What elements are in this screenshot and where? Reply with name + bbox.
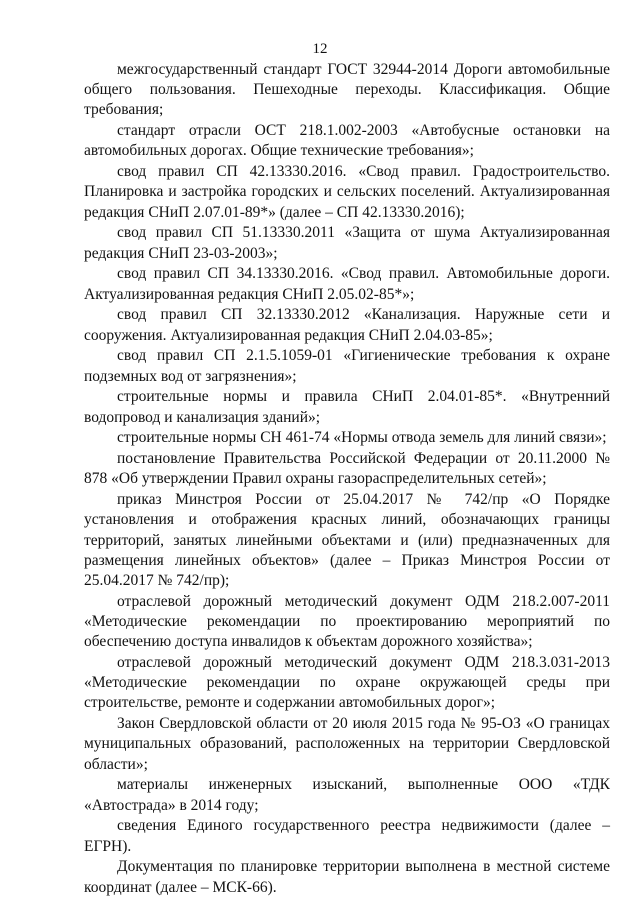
paragraph-odm-218-2: отраслевой дорожный методический документ ОДМ 218.2.007-2011 «Методические рекомендации по проектированию мероприятий по обеспечению доступа инвалидов к объектам дорожного хозяйства»; — [84, 592, 610, 651]
paragraph-snip-2-04-01: строительные нормы и правила СНиП 2.04.01-85*. «Внутренний водопровод и канализация зданий»; — [84, 388, 610, 426]
paragraph-sp-32: свод правил СП 32.13330.2012 «Канализация. Наружные сети и сооружения. Актуализированная редакция СНиП 2.04.03-85»; — [84, 306, 610, 344]
paragraph-coordinate-system: Документация по планировке территории выполнена в местной системе координат (далее – МСК-66). — [84, 858, 610, 896]
paragraph-minstroy-order: приказ Минстроя России от 25.04.2017 № 742/пр «О Порядке установления и отображения красных линий, обозначающих границы территорий, занятых линейными объектами и (или) предназначенных для размещения линейных объектов» (далее – Приказ Минстроя России от 25.04.2017 № 742/пр); — [84, 491, 610, 590]
paragraph-government-decree: постановление Правительства Российской Федерации от 20.11.2000 № 878 «Об утверждении Правил охраны газораспределительных сетей»; — [84, 450, 610, 488]
paragraph-sn-461: строительные нормы СН 461-74 «Нормы отвода земель для линий связи»; — [117, 429, 607, 447]
page-number: 12 — [312, 41, 328, 57]
paragraph-sp-2-1-5: свод правил СП 2.1.5.1059-01 «Гигиенические требования к охране подземных вод от загрязнения»; — [84, 347, 610, 385]
paragraph-odm-218-3: отраслевой дорожный методический документ ОДМ 218.3.031-2013 «Методические рекомендации по охране окружающей среды при строительстве, ремонте и содержании автомобильных дорог»; — [84, 654, 610, 712]
paragraph-gost-32944: межгосударственный стандарт ГОСТ 32944-2014 Дороги автомобильные общего пользования. Пешеходные переходы. Классификация. Общие требования; — [84, 61, 610, 119]
paragraph-sverdlovsk-law: Закон Свердловской области от 20 июля 2015 года № 95-ОЗ «О границах муниципальных образований, расположенных на территории Свердловской области»; — [84, 715, 610, 773]
paragraph-sp-51: свод правил СП 51.13330.2011 «Защита от шума Актуализированная редакция СНиП 23-03-2003»; — [84, 224, 610, 262]
paragraph-egrn: сведения Единого государственного реестра недвижимости (далее – ЕГРН). — [84, 817, 610, 855]
paragraph-sp-34: свод правил СП 34.13330.2016. «Свод правил. Автомобильные дороги. Актуализированная редакция СНиП 2.05.02-85*»; — [84, 265, 610, 303]
document-body — [84, 60, 610, 898]
paragraph-ost-218: стандарт отрасли ОСТ 218.1.002-2003 «Автобусные остановки на автомобильных дорогах. Общие технические требования»; — [84, 122, 610, 160]
paragraph-engineering-surveys: материалы инженерных изысканий, выполненные ООО «ТДК «Автострада» в 2014 году; — [84, 776, 610, 814]
paragraph-sp-42: свод правил СП 42.13330.2016. «Свод правил. Градостроительство. Планировка и застройка городских и сельских поселений. Актуализированная редакция СНиП 2.07.01-89*» (далее – СП 42.13330.2016); — [84, 163, 610, 221]
